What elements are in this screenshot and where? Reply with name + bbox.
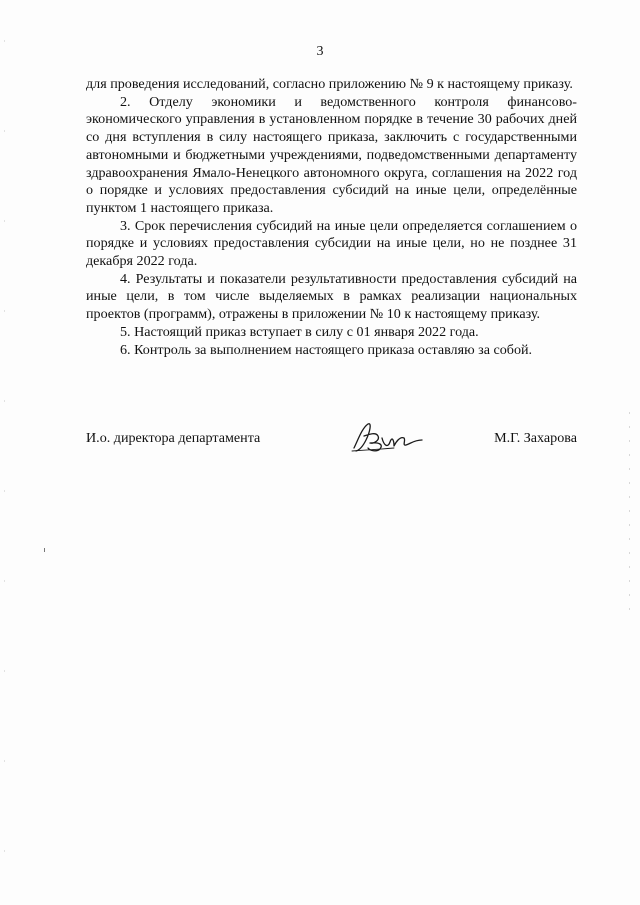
paragraph-6: 6. Контроль за выполнением настоящего приказа оставляю за собой. bbox=[120, 341, 533, 358]
paragraph-2: 2. Отделу экономики и ведомственного контроля финансово-экономического управления в установленном порядке в течение 30 рабочих дней со дня вступления в силу настоящего приказа, заключить с государственными автономными и бюджетными учреждениями, подведомственными департаменту здравоохранения Ямало-Ненецкого автономного округа, соглашения на 2022 год о порядке и условиях предоставления субсидий на иные цели, определённые пунктом 1 настоящего приказа. bbox=[86, 93, 577, 216]
scan-speck bbox=[44, 548, 45, 552]
paragraph-continuation: для проведения исследований, согласно приложению № 9 к настоящему приказу. bbox=[86, 76, 573, 92]
scan-edge-right bbox=[629, 400, 630, 620]
paragraph-3: 3. Срок перечисления субсидий на иные цели определяется соглашением о порядке и условиях предоставления субсидии на иные цели, но не позднее 31 декабря 2022 года. bbox=[86, 217, 577, 270]
paragraph-4: 4. Результаты и показатели результативности предоставления субсидий на иные цели, в том числе выделяемых в рамках реализации национальных проектов (программ), отражены в приложении № 10 к настоящему приказу. bbox=[86, 270, 577, 323]
document-body bbox=[86, 76, 577, 359]
scan-edge-left bbox=[4, 0, 5, 905]
signatory-name: М.Г. Захарова bbox=[494, 430, 577, 446]
handwritten-signature bbox=[348, 418, 428, 458]
signature-block bbox=[86, 428, 577, 458]
signatory-title: И.о. директора департамента bbox=[86, 430, 261, 446]
page-number: 3 bbox=[316, 44, 324, 59]
paragraph-5: 5. Настоящий приказ вступает в силу с 01 января 2022 года. bbox=[120, 323, 479, 340]
